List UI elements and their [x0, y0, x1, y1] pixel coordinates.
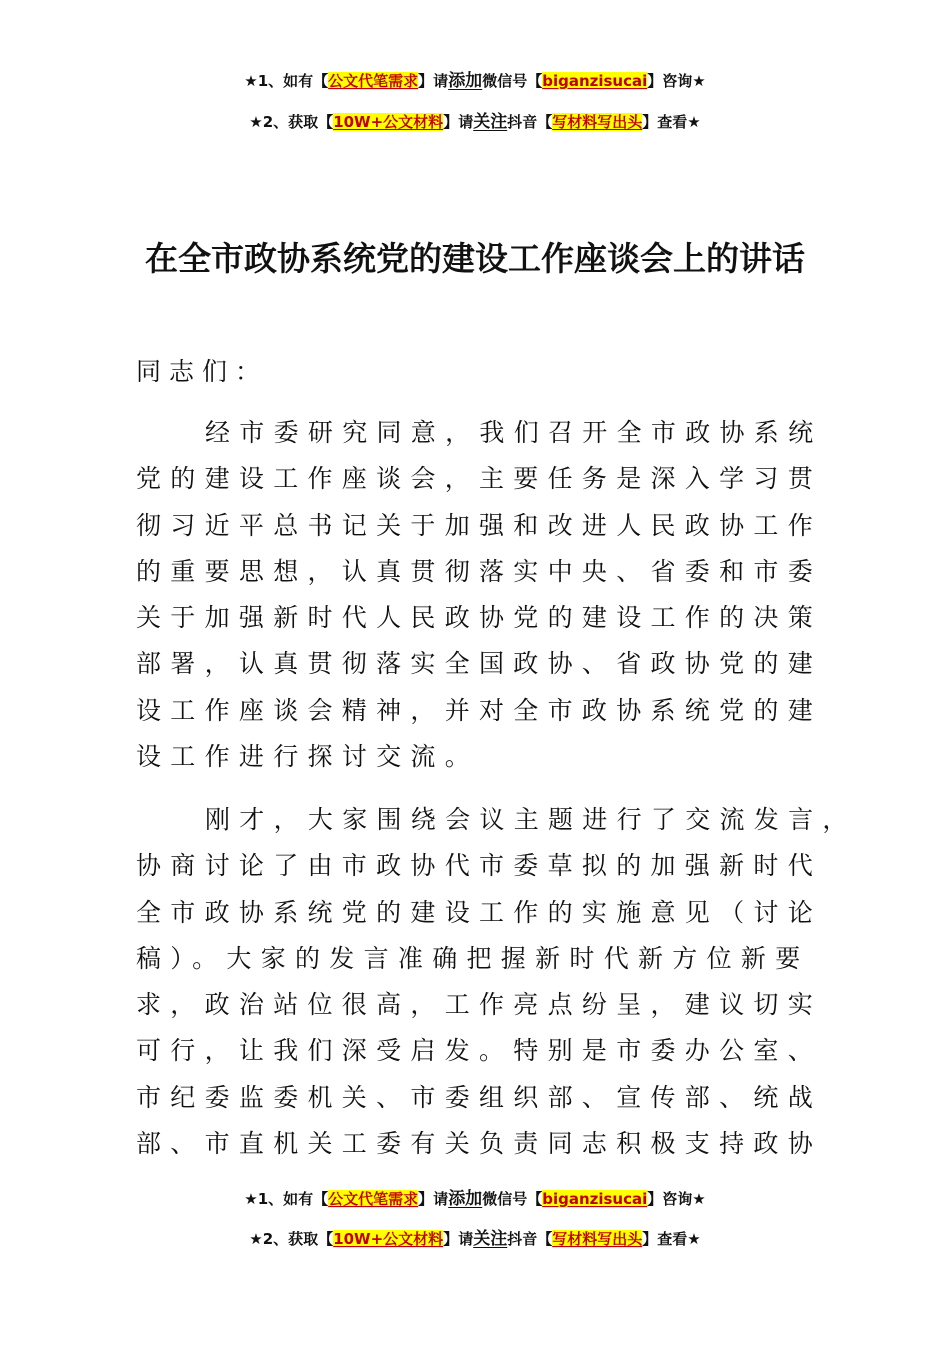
promo-underlined-add: 添加	[448, 1189, 483, 1209]
paragraph-line: 可行，让我们深受启发。特别是市委办公室、	[136, 1036, 823, 1066]
promo-text: 抖音【	[507, 1230, 553, 1248]
promo-text: 】咨询★	[647, 1190, 706, 1208]
promo-underlined-follow: 关注	[473, 112, 508, 132]
promo-text: 】查看★	[642, 1230, 701, 1248]
promo-text: 】查看★	[642, 113, 701, 131]
paragraph-line: 刚才，大家围绕会议主题进行了交流发言，	[205, 805, 857, 834]
promo-underlined-add: 添加	[448, 71, 483, 91]
paragraph-line: 协商讨论了由市政协代市委草拟的加强新时代	[136, 851, 823, 881]
paragraph-line: 彻习近平总书记关于加强和改进人民政协工作	[136, 510, 823, 540]
paragraph-line: 市纪委监委机关、市委组织部、宣传部、统战	[136, 1082, 823, 1112]
promo-highlight-douyin-account: 写材料写出头	[552, 1230, 643, 1248]
paragraph-line: 设工作进行探讨交流。	[136, 742, 480, 772]
paragraph-line: 党的建设工作座谈会，主要任务是深入学习贯	[136, 464, 823, 494]
paragraph-line: 求，政治站位很高，工作亮点纷呈，建议切实	[136, 990, 823, 1020]
promo-highlight-service: 公文代笔需求	[328, 1190, 419, 1208]
footer-promo-line-1	[0, 1188, 950, 1210]
promo-text: ★1、如有【	[244, 1190, 329, 1208]
promo-text: 】咨询★	[647, 72, 706, 90]
promo-text: 微信号【	[482, 1190, 543, 1208]
paragraph-line: 经市委研究同意，我们召开全市政协系统	[205, 418, 823, 447]
salutation: 同志们：	[136, 357, 269, 386]
promo-text: 】请	[443, 1230, 474, 1248]
promo-highlight-douyin-account: 写材料写出头	[552, 113, 643, 131]
promo-text: ★2、获取【	[249, 113, 334, 131]
promo-text: 微信号【	[482, 72, 543, 90]
promo-underlined-follow: 关注	[473, 1229, 508, 1249]
promo-text: 】请	[443, 113, 474, 131]
paragraph-line: 全市政协系统党的建设工作的实施意见（讨论	[136, 897, 823, 927]
paragraph-line: 部、市直机关工委有关负责同志积极支持政协	[136, 1129, 823, 1159]
body-paragraph-2	[136, 797, 857, 1167]
promo-text: ★2、获取【	[249, 1230, 334, 1248]
promo-highlight-materials: 10W+公文材料	[333, 113, 444, 131]
document-title: 在全市政协系统党的建设工作座谈会上的讲话	[145, 239, 805, 278]
promo-text: 抖音【	[507, 113, 553, 131]
footer-promo-line-2	[0, 1228, 950, 1250]
promo-text: 】请	[418, 1190, 449, 1208]
promo-highlight-materials: 10W+公文材料	[333, 1230, 444, 1248]
promo-highlight-wechat-id: biganzisucai	[542, 72, 648, 90]
promo-highlight-service: 公文代笔需求	[328, 72, 419, 90]
header-promo-line-1	[0, 70, 950, 92]
promo-text: ★1、如有【	[244, 72, 329, 90]
paragraph-line: 稿）。大家的发言准确把握新时代新方位新要	[136, 943, 810, 973]
promo-highlight-wechat-id: biganzisucai	[542, 1190, 648, 1208]
paragraph-line: 关于加强新时代人民政协党的建设工作的决策	[136, 603, 823, 633]
paragraph-line: 的重要思想，认真贯彻落实中央、省委和市委	[136, 556, 823, 586]
paragraph-line: 部署，认真贯彻落实全国政协、省政协党的建	[136, 649, 823, 679]
header-promo-line-2	[0, 111, 950, 133]
paragraph-line: 设工作座谈会精神，并对全市政协系统党的建	[136, 695, 823, 725]
body-paragraph-1	[136, 410, 822, 780]
promo-text: 】请	[418, 72, 449, 90]
